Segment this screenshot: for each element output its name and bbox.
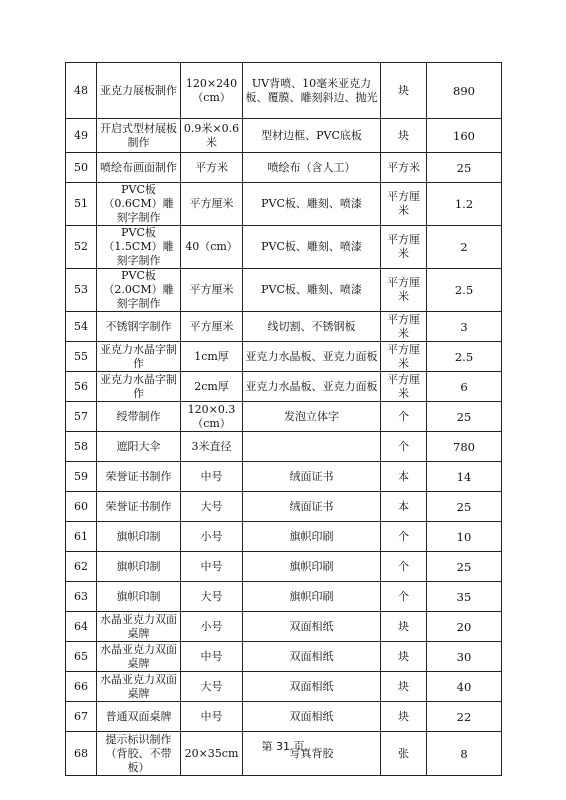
- item-price: 25: [427, 153, 502, 183]
- item-name: 亚克力水晶字制作: [97, 342, 181, 372]
- item-spec: 平方厘米: [181, 312, 243, 342]
- item-unit: 平方厘米: [381, 269, 427, 312]
- table-row: [66, 63, 502, 119]
- item-name: 水晶亚克力双面桌牌: [97, 672, 181, 702]
- item-material: 双面相纸: [243, 672, 381, 702]
- item-price: 30: [427, 642, 502, 672]
- item-material: 线切割、不锈钢板: [243, 312, 381, 342]
- item-spec: 40（cm）: [181, 226, 243, 269]
- item-material: PVC板、雕刻、喷漆: [243, 226, 381, 269]
- item-material: 双面相纸: [243, 612, 381, 642]
- item-name: PVC板（0.6CM）雕刻字制作: [97, 183, 181, 226]
- page-number: 第 31 页: [261, 740, 305, 753]
- table-row: [66, 372, 502, 402]
- item-spec: 平方厘米: [181, 183, 243, 226]
- item-unit: 平方厘米: [381, 372, 427, 402]
- item-price: 160: [427, 119, 502, 153]
- item-material: 绒面证书: [243, 492, 381, 522]
- item-name: 不锈钢字制作: [97, 312, 181, 342]
- item-material: 亚克力水晶板、亚克力面板: [243, 342, 381, 372]
- item-material: 喷绘布（含人工）: [243, 153, 381, 183]
- table-body: [66, 63, 502, 776]
- item-spec: 大号: [181, 582, 243, 612]
- item-price: 2: [427, 226, 502, 269]
- item-material: UV背喷、10毫米亚克力板、覆膜、雕刻斜边、抛光: [243, 63, 381, 119]
- item-name: 荣誉证书制作: [97, 492, 181, 522]
- row-number: 61: [66, 522, 97, 552]
- item-name: 遮阳大伞: [97, 432, 181, 462]
- item-price: 25: [427, 492, 502, 522]
- row-number: 48: [66, 63, 97, 119]
- item-name: 水晶亚克力双面桌牌: [97, 612, 181, 642]
- item-spec: 120×0.3（cm）: [181, 402, 243, 432]
- item-material: PVC板、雕刻、喷漆: [243, 183, 381, 226]
- table-row: [66, 642, 502, 672]
- item-spec: 中号: [181, 642, 243, 672]
- item-spec: 1cm厚: [181, 342, 243, 372]
- item-material: 双面相纸: [243, 642, 381, 672]
- table-row: [66, 672, 502, 702]
- row-number: 55: [66, 342, 97, 372]
- row-number: 57: [66, 402, 97, 432]
- item-price: 20: [427, 612, 502, 642]
- item-name: 绶带制作: [97, 402, 181, 432]
- item-unit: 个: [381, 432, 427, 462]
- item-spec: 20×35cm: [181, 732, 243, 776]
- row-number: 49: [66, 119, 97, 153]
- table-row: [66, 312, 502, 342]
- item-unit: 个: [381, 552, 427, 582]
- row-number: 50: [66, 153, 97, 183]
- item-material: 旗帜印刷: [243, 582, 381, 612]
- item-unit: 平方厘米: [381, 312, 427, 342]
- item-price: 22: [427, 702, 502, 732]
- item-name: 旗帜印制: [97, 582, 181, 612]
- item-unit: 平方厘米: [381, 226, 427, 269]
- row-number: 64: [66, 612, 97, 642]
- item-name: PVC板（1.5CM）雕刻字制作: [97, 226, 181, 269]
- item-unit: 块: [381, 119, 427, 153]
- item-spec: 大号: [181, 672, 243, 702]
- item-unit: 块: [381, 612, 427, 642]
- item-name: 旗帜印制: [97, 522, 181, 552]
- item-price: 14: [427, 462, 502, 492]
- table-row: [66, 153, 502, 183]
- item-spec: 120×240（cm）: [181, 63, 243, 119]
- row-number: 63: [66, 582, 97, 612]
- item-unit: 个: [381, 402, 427, 432]
- item-unit: 个: [381, 582, 427, 612]
- item-unit: 块: [381, 702, 427, 732]
- item-price: 25: [427, 552, 502, 582]
- item-unit: 块: [381, 63, 427, 119]
- item-price: 3: [427, 312, 502, 342]
- item-spec: 2cm厚: [181, 372, 243, 402]
- item-price: 25: [427, 402, 502, 432]
- row-number: 51: [66, 183, 97, 226]
- table-row: [66, 226, 502, 269]
- item-name: PVC板（2.0CM）雕刻字制作: [97, 269, 181, 312]
- row-number: 53: [66, 269, 97, 312]
- row-number: 68: [66, 732, 97, 776]
- item-name: 提示标识制作（背胶、不带板）: [97, 732, 181, 776]
- item-spec: 小号: [181, 522, 243, 552]
- table-row: [66, 612, 502, 642]
- item-spec: 0.9米×0.6米: [181, 119, 243, 153]
- row-number: 66: [66, 672, 97, 702]
- table-row: [66, 492, 502, 522]
- table-row: [66, 183, 502, 226]
- table-row: [66, 342, 502, 372]
- item-unit: 个: [381, 522, 427, 552]
- row-number: 65: [66, 642, 97, 672]
- item-price: 10: [427, 522, 502, 552]
- table-row: [66, 269, 502, 312]
- item-spec: 大号: [181, 492, 243, 522]
- item-unit: 块: [381, 672, 427, 702]
- table-row: [66, 522, 502, 552]
- item-price: 890: [427, 63, 502, 119]
- item-material: 亚克力水晶板、亚克力面板: [243, 372, 381, 402]
- item-price: 35: [427, 582, 502, 612]
- row-number: 56: [66, 372, 97, 402]
- table-row: [66, 582, 502, 612]
- item-material: 双面相纸: [243, 702, 381, 732]
- table-row: [66, 552, 502, 582]
- item-price: 8: [427, 732, 502, 776]
- item-unit: 块: [381, 642, 427, 672]
- row-number: 67: [66, 702, 97, 732]
- item-material: 写真背胶: [243, 732, 381, 776]
- item-spec: 小号: [181, 612, 243, 642]
- item-spec: 中号: [181, 552, 243, 582]
- table-row: [66, 462, 502, 492]
- row-number: 62: [66, 552, 97, 582]
- item-unit: 平方厘米: [381, 183, 427, 226]
- table-row: [66, 119, 502, 153]
- item-unit: 张: [381, 732, 427, 776]
- row-number: 59: [66, 462, 97, 492]
- item-name: 旗帜印制: [97, 552, 181, 582]
- item-material: 旗帜印刷: [243, 522, 381, 552]
- item-material: 旗帜印刷: [243, 552, 381, 582]
- item-name: 普通双面桌牌: [97, 702, 181, 732]
- item-spec: 中号: [181, 702, 243, 732]
- row-number: 58: [66, 432, 97, 462]
- item-material: [243, 432, 381, 462]
- item-material: 发泡立体字: [243, 402, 381, 432]
- item-price: 2.5: [427, 269, 502, 312]
- item-spec: 平方厘米: [181, 269, 243, 312]
- item-name: 荣誉证书制作: [97, 462, 181, 492]
- item-name: 喷绘布画面制作: [97, 153, 181, 183]
- item-spec: 中号: [181, 462, 243, 492]
- item-unit: 平方米: [381, 153, 427, 183]
- item-material: PVC板、雕刻、喷漆: [243, 269, 381, 312]
- row-number: 54: [66, 312, 97, 342]
- item-unit: 本: [381, 462, 427, 492]
- item-spec: 平方米: [181, 153, 243, 183]
- item-unit: 平方厘米: [381, 342, 427, 372]
- item-name: 亚克力展板制作: [97, 63, 181, 119]
- item-name: 开启式型材展板制作: [97, 119, 181, 153]
- item-material: 型材边框、PVC底板: [243, 119, 381, 153]
- item-price: 40: [427, 672, 502, 702]
- item-name: 亚克力水晶字制作: [97, 372, 181, 402]
- item-spec: 3米直径: [181, 432, 243, 462]
- table-row: [66, 702, 502, 732]
- price-table: [65, 62, 502, 776]
- item-unit: 本: [381, 492, 427, 522]
- item-name: 水晶亚克力双面桌牌: [97, 642, 181, 672]
- item-material: 绒面证书: [243, 462, 381, 492]
- table-row: [66, 402, 502, 432]
- table-row: [66, 432, 502, 462]
- item-price: 780: [427, 432, 502, 462]
- item-price: 6: [427, 372, 502, 402]
- item-price: 2.5: [427, 342, 502, 372]
- row-number: 52: [66, 226, 97, 269]
- row-number: 60: [66, 492, 97, 522]
- item-price: 1.2: [427, 183, 502, 226]
